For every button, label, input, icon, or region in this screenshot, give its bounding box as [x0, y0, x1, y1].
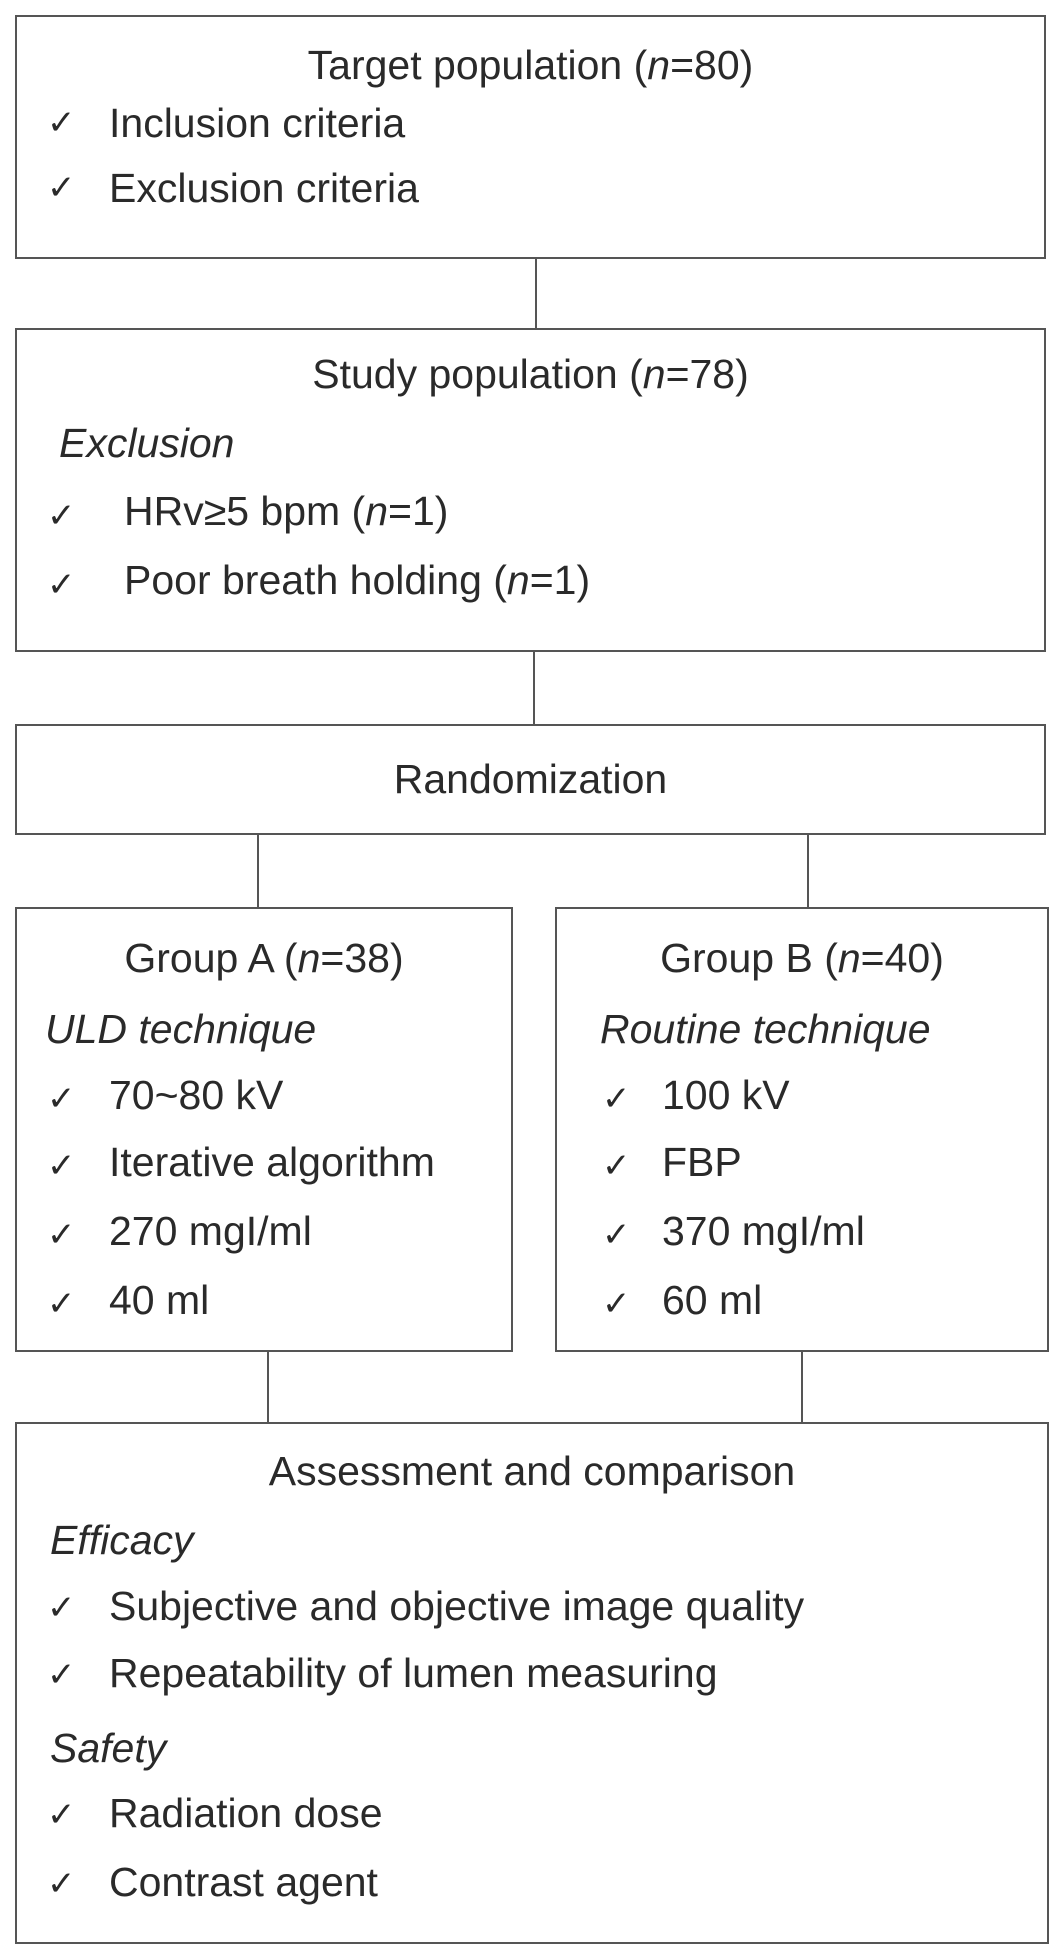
group-a-box — [15, 907, 513, 1352]
connector-line — [807, 835, 809, 907]
target-population-title: Target population (n=80) — [307, 42, 754, 88]
check-icon: ✓ — [47, 169, 76, 207]
target-population-box — [15, 15, 1046, 259]
group-b-item: 60 ml — [662, 1277, 763, 1323]
group-b-item: 100 kV — [662, 1072, 790, 1118]
group-a-item: 70~80 kV — [109, 1072, 284, 1118]
group-b-item: FBP — [662, 1139, 742, 1185]
check-icon: ✓ — [47, 1147, 76, 1185]
check-icon: ✓ — [47, 1216, 76, 1254]
check-icon: ✓ — [47, 1285, 76, 1323]
assessment-title: Assessment and comparison — [268, 1448, 796, 1494]
routine-technique-subheading: Routine technique — [600, 1006, 931, 1052]
group-a-title: Group A (n=38) — [124, 935, 404, 981]
group-b-item: 370 mgI/ml — [662, 1208, 865, 1254]
safety-item: Contrast agent — [109, 1859, 378, 1905]
randomization-box — [15, 724, 1046, 835]
safety-item: Radiation dose — [109, 1790, 383, 1836]
check-icon: ✓ — [47, 104, 76, 142]
randomization-title: Randomization — [393, 756, 668, 802]
efficacy-subheading: Efficacy — [50, 1517, 194, 1563]
check-icon: ✓ — [47, 1796, 76, 1834]
check-icon: ✓ — [47, 1656, 76, 1694]
group-b-title: Group B (n=40) — [660, 935, 944, 981]
inclusion-criteria-item: Inclusion criteria — [109, 100, 406, 146]
efficacy-item: Subjective and objective image quality — [109, 1583, 805, 1629]
uld-technique-subheading: ULD technique — [45, 1006, 317, 1052]
check-icon: ✓ — [602, 1216, 631, 1254]
exclusion-subheading: Exclusion — [59, 420, 235, 466]
check-icon: ✓ — [47, 497, 76, 535]
study-population-title: Study population (n=78) — [312, 351, 749, 397]
group-a-item: 40 ml — [109, 1277, 210, 1323]
assessment-comparison-box — [15, 1422, 1049, 1944]
safety-subheading: Safety — [50, 1725, 167, 1771]
check-icon: ✓ — [47, 566, 76, 604]
check-icon: ✓ — [602, 1147, 631, 1185]
check-icon: ✓ — [47, 1080, 76, 1118]
efficacy-item: Repeatability of lumen measuring — [109, 1650, 718, 1696]
group-a-item: Iterative algorithm — [109, 1139, 435, 1185]
check-icon: ✓ — [602, 1285, 631, 1323]
connector-line — [267, 1352, 269, 1422]
connector-line — [535, 259, 537, 328]
connector-line — [257, 835, 259, 907]
connector-line — [533, 652, 535, 724]
breath-holding-exclusion-item: Poor breath holding (n=1) — [124, 557, 591, 603]
check-icon: ✓ — [47, 1865, 76, 1903]
connector-line — [801, 1352, 803, 1422]
check-icon: ✓ — [47, 1589, 76, 1627]
hrv-exclusion-item: HRv≥5 bpm (n=1) — [124, 488, 449, 534]
check-icon: ✓ — [602, 1080, 631, 1118]
group-a-item: 270 mgI/ml — [109, 1208, 312, 1254]
exclusion-criteria-item: Exclusion criteria — [109, 165, 419, 211]
study-population-box — [15, 328, 1046, 652]
group-b-box — [555, 907, 1049, 1352]
